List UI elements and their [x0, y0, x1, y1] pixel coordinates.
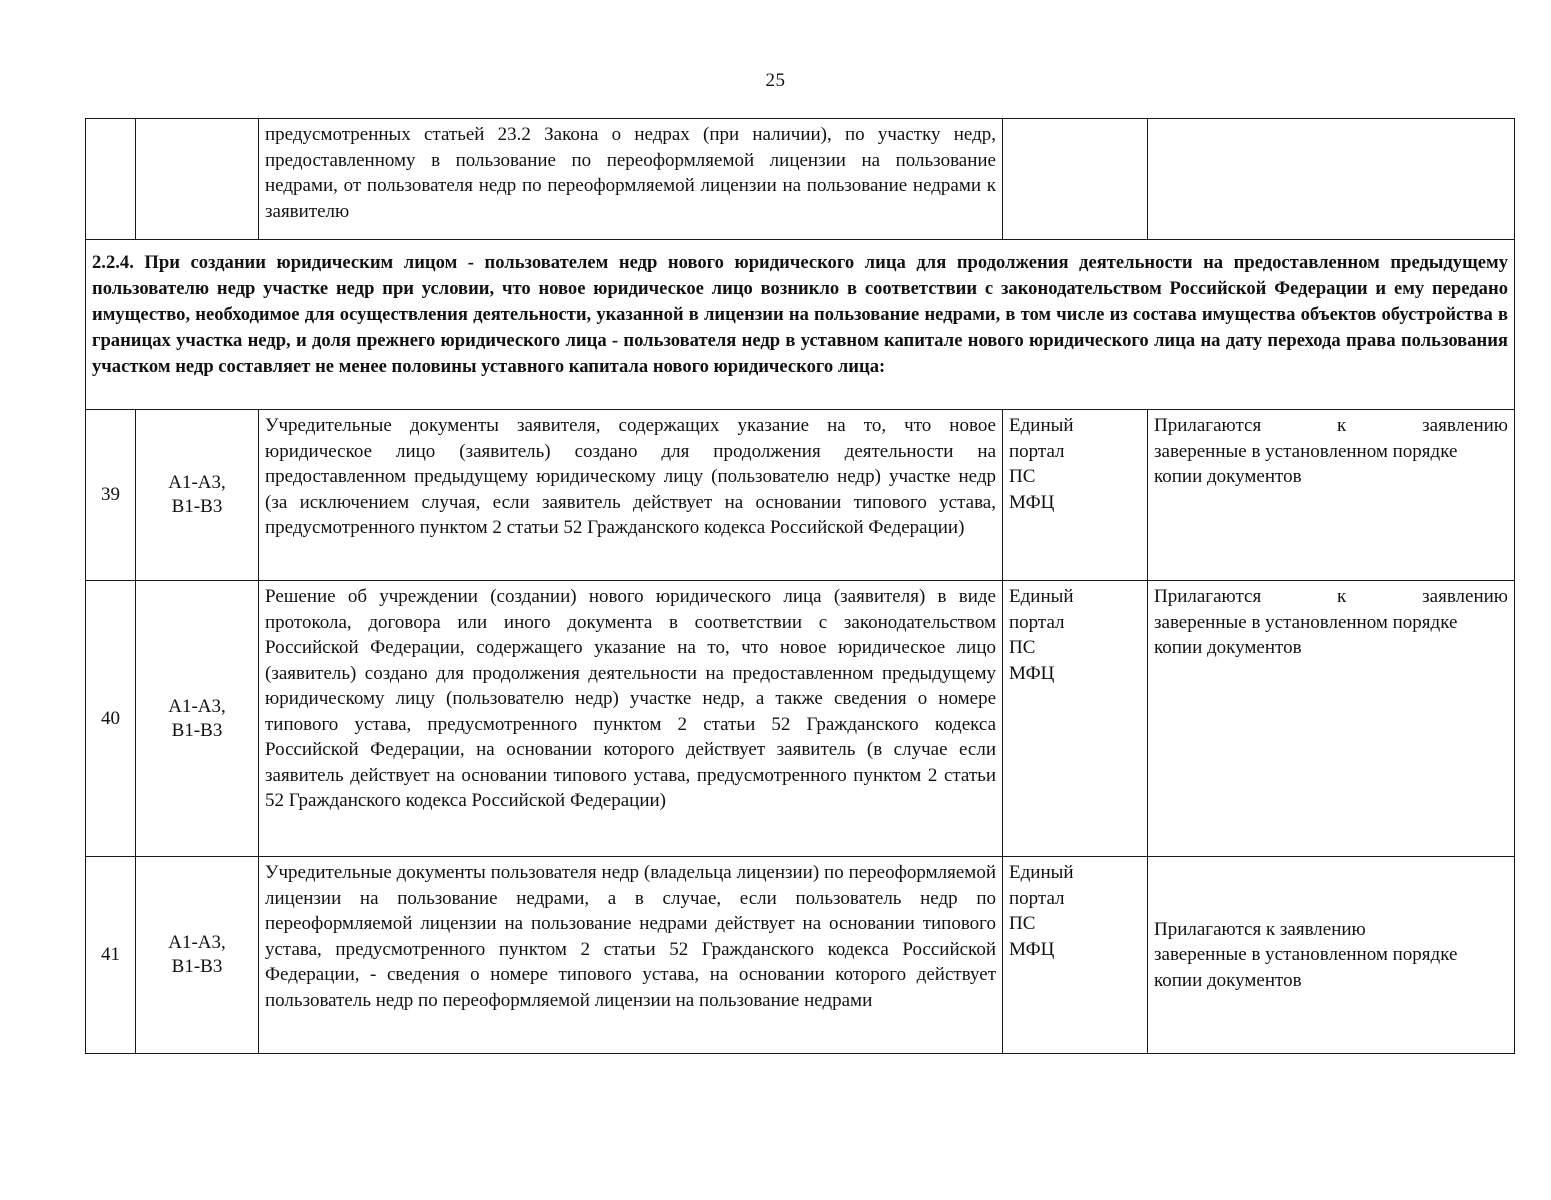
section-heading: 2.2.4. При создании юридическим лицом - пользователем недр нового юридического лица для продолжения деятельности на предоставленном предыдущему пользователю недр участке недр при условии, что новое юридическое лицо возникло в соответствии с законодательством Российской Федерации и ему передано имущество, необходимое для осуществления деятельности, указанной в лицензии на пользование недрами, в том числе из состава имущества объектов обустройства в границах участка недр, и доля прежнего юридического лица - пользователя недр в уставном капитале нового юридического лица на дату перехода права пользования участком недр составляет не менее половины уставного капитала нового юридического лица:	[86, 240, 1515, 410]
attachment-first-line	[1154, 413, 1508, 439]
submission-methods	[1003, 410, 1148, 581]
table-row	[86, 581, 1515, 857]
submission-method: МФЦ	[1009, 491, 1055, 513]
codes-line: В1-В3	[171, 496, 223, 517]
attachment-note	[1148, 410, 1515, 581]
attachment-word: Прилагаются	[1154, 415, 1262, 436]
page-number: 25	[765, 70, 786, 91]
codes-line: А1-А3,	[168, 695, 226, 717]
submission-method: ПС	[1009, 637, 1036, 658]
num-cell	[86, 119, 136, 240]
requirements-table	[85, 118, 1515, 1054]
submission-cell	[1003, 119, 1148, 240]
attachment-word: Прилагаются	[1154, 586, 1262, 607]
description-cell: предусмотренных статьей 23.2 Закона о недрах (при наличии), по участку недр, предоставленному в пользование по переоформляемой лицензии на пользование недрами, от пользователя недр по переоформляемой лицензии на пользование недрами к заявителю	[259, 119, 1003, 240]
document-description: Решение об учреждении (создании) нового юридического лица (заявителя) в виде протокола, договора или иного документа в соответствии с законодательством Российской Федерации, содержащего указание на то, что новое юридическое лицо (заявитель) создано для продолжения деятельности на предоставленном предыдущему юридическому лицу (пользователю недр) участке недр, а также сведения о номере типового устава, предусмотренного пунктом 2 статьи 52 Гражданского кодекса Российской Федерации, на основании которого действует заявитель (в случае если заявитель действует на основании типового устава, предусмотренного пунктом 2 статьи 52 Гражданского кодекса Российской Федерации)	[259, 581, 1003, 857]
attachment-first-line	[1154, 584, 1508, 610]
attachment-note	[1148, 857, 1515, 1054]
submission-method: портал	[1009, 887, 1065, 909]
attachment-word: заявлению	[1422, 415, 1508, 436]
attachment-rest: заверенные в установленном порядке копии документов	[1154, 944, 1458, 991]
submission-methods	[1003, 581, 1148, 857]
table-row	[86, 857, 1515, 1054]
attachment-word: к	[1337, 586, 1347, 607]
codes-line: А1-А3,	[168, 472, 226, 493]
attachment-rest: заверенные в установленном порядке копии документов	[1154, 440, 1458, 487]
submission-method: Единый	[1009, 586, 1074, 607]
applicant-codes	[136, 581, 259, 857]
codes-line: В1-В3	[171, 956, 223, 977]
attachment-first-line: Прилагаются к заявлению	[1154, 918, 1366, 940]
submission-method: МФЦ	[1009, 662, 1055, 684]
document-description: Учредительные документы пользователя недр (владельца лицензии) по переоформляемой лицензии на пользование недрами, а в случае, если пользователь недр по переоформляемой лицензии на пользование недрами действует на основании типового устава, предусмотренного пунктом 2 статьи 52 Гражданского кодекса Российской Федерации, - сведения о номере типового устава, на основании которого действует пользователь недр по переоформляемой лицензии на пользование недрами	[259, 857, 1003, 1054]
continuation-row	[86, 119, 1515, 240]
codes-line: В1-В3	[171, 719, 223, 741]
submission-method: портал	[1009, 440, 1065, 462]
submission-method: ПС	[1009, 466, 1036, 487]
document-description: Учредительные документы заявителя, содержащих указание на то, что новое юридическое лицо (заявитель) создано для продолжения деятельности на предоставленном предыдущему юридическому лицу (пользователю недр) участке недр (за исключением случая, если заявитель действует на основании типового устава, предусмотренного пунктом 2 статьи 52 Гражданского кодекса Российской Федерации)	[259, 410, 1003, 581]
attachment-word: заявлению	[1422, 586, 1508, 607]
row-number: 40	[86, 581, 136, 857]
attachment-word: к	[1337, 415, 1347, 436]
submission-method: ПС	[1009, 913, 1036, 934]
section-heading-row	[86, 240, 1515, 410]
submission-method: Единый	[1009, 862, 1074, 883]
attachment-cell	[1148, 119, 1515, 240]
attachment-note	[1148, 581, 1515, 857]
row-number: 41	[86, 857, 136, 1054]
submission-method: МФЦ	[1009, 938, 1055, 960]
codes-line: А1-А3,	[168, 932, 226, 953]
table-row	[86, 410, 1515, 581]
attachment-rest: заверенные в установленном порядке копии документов	[1154, 611, 1458, 658]
applicant-codes	[136, 410, 259, 581]
applicant-codes	[136, 857, 259, 1054]
codes-cell	[136, 119, 259, 240]
submission-method: портал	[1009, 611, 1065, 633]
row-number: 39	[86, 410, 136, 581]
submission-method: Единый	[1009, 415, 1074, 436]
submission-methods	[1003, 857, 1148, 1054]
